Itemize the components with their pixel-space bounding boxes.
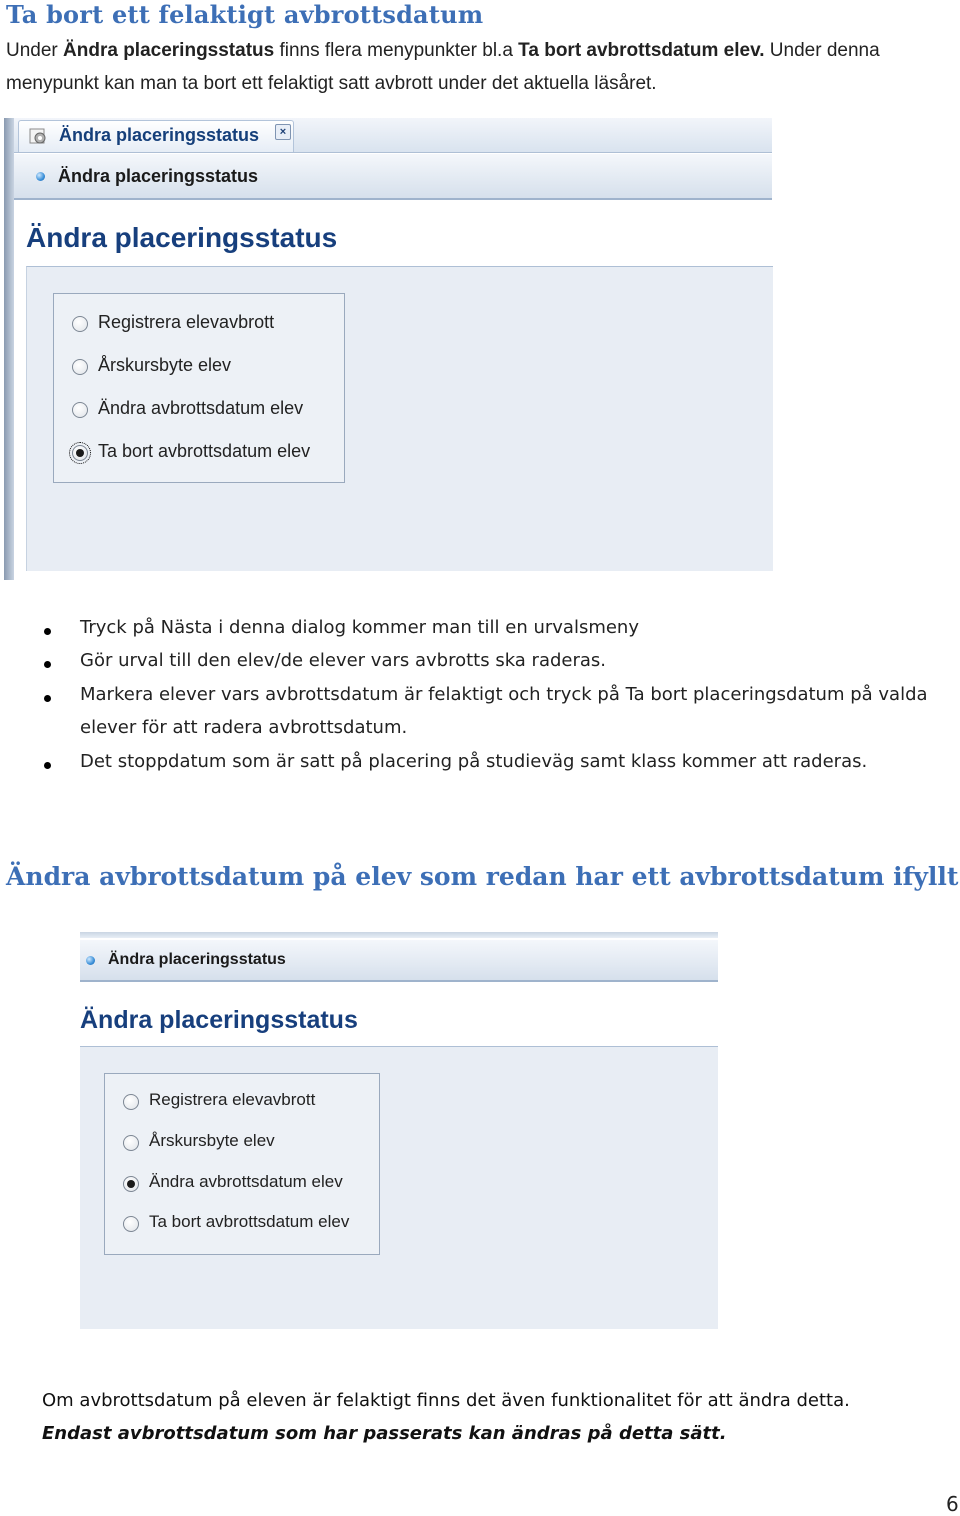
- radio-button[interactable]: [123, 1216, 139, 1232]
- radio-button[interactable]: [72, 402, 88, 418]
- tab-label: Ändra placeringsstatus: [59, 125, 260, 145]
- panel-header-label: Ändra placeringsstatus: [108, 951, 286, 968]
- panel-header[interactable]: [80, 940, 718, 982]
- intro-text: Under denna menypunkt kan man ta bort ett felaktigt satt avbrott under det aktuella läsåret.: [6, 40, 880, 94]
- radio-label: Registrera elevavbrott: [149, 1090, 316, 1109]
- intro-text: Under: [6, 40, 64, 61]
- radio-label: Årskursbyte elev: [98, 355, 232, 375]
- bullet-icon: [44, 661, 51, 668]
- tab-strip-edge: [80, 932, 718, 938]
- radio-group: [53, 293, 345, 483]
- list-item: Det stoppdatum som är satt på placering på studieväg samt klass kommer att raderas.: [80, 751, 868, 772]
- radio-button-selected[interactable]: [72, 445, 88, 461]
- list-item: Tryck på Nästa i denna dialog kommer man till en urvalsmeny: [80, 617, 639, 638]
- radio-label: Ta bort avbrottsdatum elev: [98, 441, 311, 461]
- panel-bullet-icon: [36, 172, 45, 181]
- list-item: Markera elever vars avbrottsdatum är felaktigt och tryck på Ta bort placeringsdatum på valda: [80, 684, 928, 705]
- close-icon[interactable]: ×: [275, 124, 291, 140]
- radio-button[interactable]: [123, 1094, 139, 1110]
- gear-icon: [29, 127, 47, 145]
- form-area: [26, 266, 773, 571]
- radio-button[interactable]: [123, 1135, 139, 1151]
- radio-button-selected[interactable]: [123, 1176, 139, 1192]
- dialog-title: Ändra placeringsstatus: [26, 222, 338, 253]
- radio-button[interactable]: [72, 316, 88, 332]
- panel-header[interactable]: [14, 154, 772, 200]
- radio-label: Årskursbyte elev: [149, 1131, 275, 1150]
- tab-strip: [14, 118, 772, 153]
- bullet-icon: [44, 628, 51, 635]
- radio-label: Registrera elevavbrott: [98, 312, 275, 332]
- page-number: 6: [946, 1492, 959, 1516]
- list-item: Gör urval till den elev/de elever vars avbrotts ska raderas.: [80, 650, 607, 671]
- bullet-icon: [44, 695, 51, 702]
- intro-bold-item: Ta bort avbrottsdatum elev.: [518, 40, 765, 61]
- section-heading-2: Ändra avbrottsdatum på elev som redan har ett avbrottsdatum ifyllt: [6, 862, 959, 891]
- bullet-icon: [44, 762, 51, 769]
- closing-text: Om avbrottsdatum på eleven är felaktigt finns det även funktionalitet för att ändra detta.: [42, 1390, 850, 1411]
- intro-paragraph: [6, 34, 956, 100]
- radio-label: Ändra avbrottsdatum elev: [149, 1172, 343, 1191]
- dialog-title: Ändra placeringsstatus: [80, 1006, 358, 1034]
- section-heading: Ta bort ett felaktigt avbrottsdatum: [6, 0, 484, 29]
- intro-text: finns flera menypunkter bl.a: [274, 40, 519, 61]
- panel-bullet-icon: [86, 956, 95, 965]
- closing-emphasis: Endast avbrottsdatum som har passerats kan ändras på detta sätt.: [42, 1423, 727, 1444]
- list-item-continuation: elever för att radera avbrottsdatum.: [80, 717, 408, 738]
- tab-andra-placeringsstatus[interactable]: [18, 120, 294, 152]
- closing-paragraph: [42, 1384, 850, 1450]
- radio-label: Ta bort avbrottsdatum elev: [149, 1212, 350, 1231]
- panel-header-label: Ändra placeringsstatus: [58, 166, 259, 186]
- left-frame-bar: [4, 118, 14, 580]
- radio-label: Ändra avbrottsdatum elev: [98, 398, 304, 418]
- screenshot-andra-placeringsstatus-tab: [4, 118, 772, 580]
- radio-group: [104, 1073, 380, 1255]
- radio-button[interactable]: [72, 359, 88, 375]
- form-area: [80, 1046, 718, 1329]
- intro-bold-menu: Ändra placeringsstatus: [63, 40, 275, 61]
- screenshot-andra-avbrottsdatum: [80, 932, 718, 1328]
